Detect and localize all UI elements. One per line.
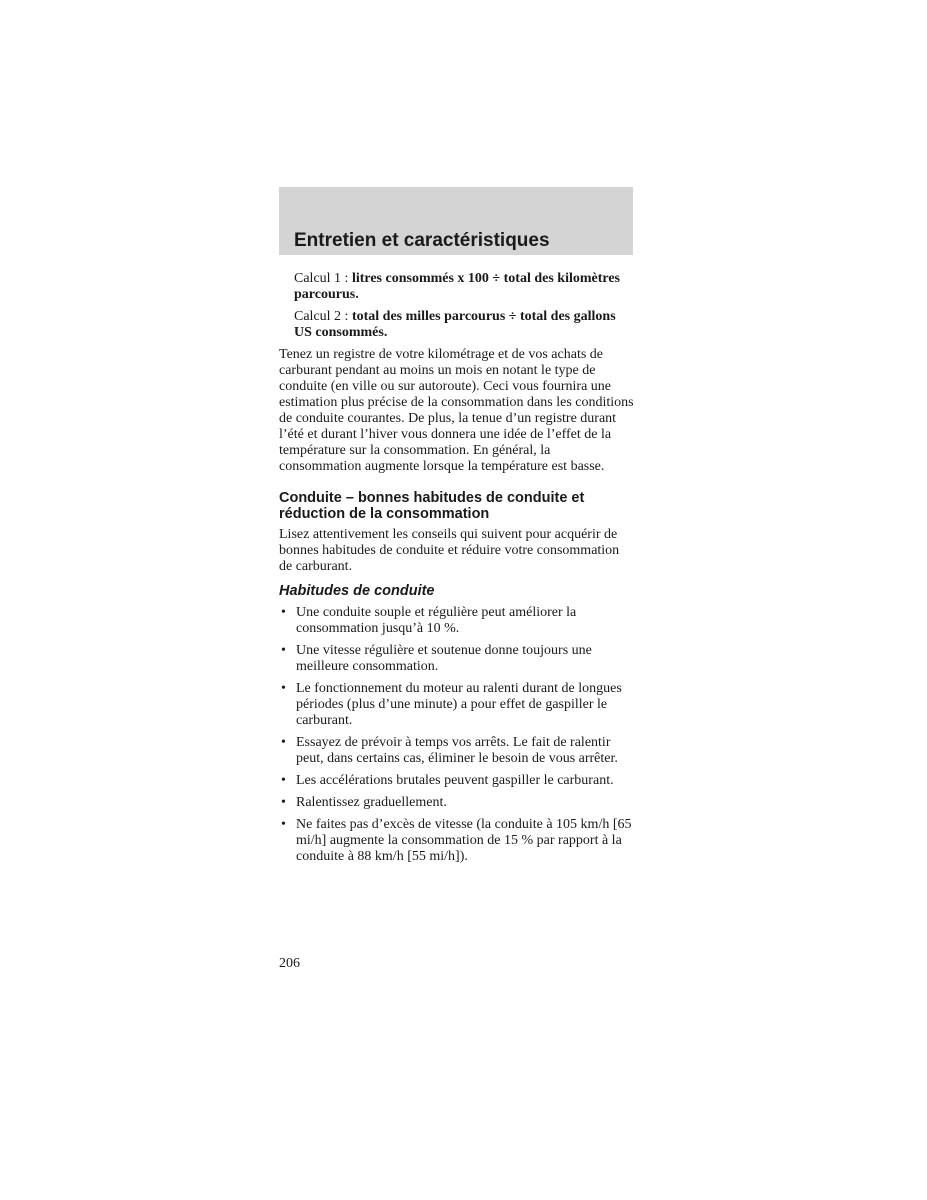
- section-intro: Lisez attentivement les conseils qui suivent pour acquérir de bonnes habitudes de conduite et réduire votre consommation de carburant.: [279, 527, 620, 574]
- bullet-icon: •: [281, 605, 286, 620]
- section-header-band: [279, 187, 633, 255]
- list-item-text: Une conduite souple et régulière peut améliorer la consommation jusqu’à 10 %.: [296, 605, 577, 636]
- list-item-text: Le fonctionnement du moteur au ralenti durant de longues périodes (plus d’une minute) a pour effet de gaspiller le carburant.: [296, 681, 622, 728]
- page-content: [279, 271, 635, 871]
- calc-2-prefix: Calcul 2 :: [294, 309, 352, 324]
- list-item: [279, 643, 635, 675]
- body-paragraph: Tenez un registre de votre kilométrage et de vos achats de carburant pendant au moins un mois en notant le type de conduite (en ville ou sur autoroute). Ceci vous fournira une estimation plus précise de la consommation dans les conditions de conduite courantes. De plus, la tenue d’un registre durant l’été et durant l’hiver vous donnera une idée de l’effet de la température sur la consommation. En général, la consommation augmente lorsque la température est basse.: [279, 347, 634, 474]
- bullet-icon: •: [281, 773, 286, 788]
- bullet-icon: •: [281, 817, 286, 832]
- calc-2: [294, 309, 635, 341]
- calc-2-formula: total des milles parcourus ÷ total des gallons US consommés.: [294, 309, 616, 340]
- bullet-icon: •: [281, 795, 286, 810]
- bullet-icon: •: [281, 735, 286, 750]
- page-number: 206: [279, 956, 300, 971]
- calc-1-formula: litres consommés x 100 ÷ total des kilomètres parcourus.: [294, 271, 621, 302]
- list-item-text: Essayez de prévoir à temps vos arrêts. Le fait de ralentir peut, dans certains cas, éliminer le besoin de vous arrêter.: [296, 735, 618, 766]
- subsection-heading: Habitudes de conduite: [279, 583, 435, 599]
- page-title: Entretien et caractéristiques: [294, 230, 550, 251]
- list-item: [279, 605, 635, 637]
- list-item-text: Ralentissez graduellement.: [296, 795, 447, 810]
- list-item-text: Ne faites pas d’excès de vitesse (la conduite à 105 km/h [65 mi/h] augmente la consommation de 15 % par rapport à la conduite à 88 km/h [55 mi/h]).: [296, 817, 632, 864]
- calc-1-prefix: Calcul 1 :: [294, 271, 352, 286]
- list-item: [279, 681, 635, 729]
- bullet-icon: •: [281, 643, 286, 658]
- bullet-icon: •: [281, 681, 286, 696]
- driving-habits-list: [279, 605, 635, 865]
- list-item: [279, 795, 635, 811]
- section-heading: Conduite – bonnes habitudes de conduite et réduction de la consommation: [279, 490, 585, 522]
- list-item: [279, 817, 635, 865]
- calc-1: [294, 271, 635, 303]
- list-item-text: Les accélérations brutales peuvent gaspiller le carburant.: [296, 773, 614, 788]
- list-item-text: Une vitesse régulière et soutenue donne toujours une meilleure consommation.: [296, 643, 592, 674]
- list-item: [279, 773, 635, 789]
- list-item: [279, 735, 635, 767]
